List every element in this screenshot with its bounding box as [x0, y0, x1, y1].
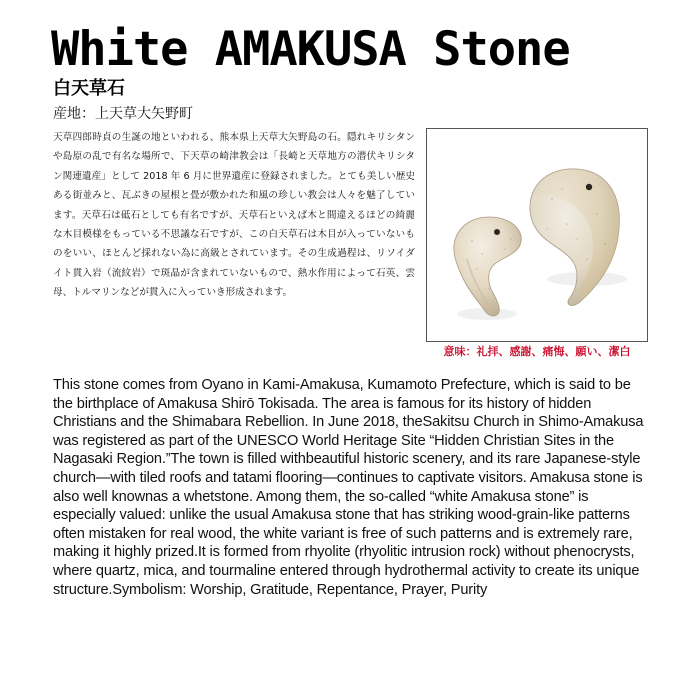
english-description: This stone comes from Oyano in Kami-Amakusa, Kumamoto Prefecture, which is said to be the birthplace of Amakusa Shirō Tokisada. The area is famous for its history of hidden Christians and the Shimabara Rebellion. In June 2018, theSakitsu Church in Shimo-Amakusa was registered as part of the UNESCO World Heritage Site “Hidden Christian Sites in the Nagasaki Region.”The town is filled withbeautiful historic scenery, and its rare Japanese-style church—with tiled roofs and tatami flooring—continues to captivate visitors. Amakusa stone is also well knownas a whetstone. Among them, the so-called “white Amakusa stone” is especially valued: unlike the usual Amakusa stone that has striking wood-grain-like patterns often mistaken for real wood, the white variant is free of such patterns and is extremely rare, making it highly prized.It is formed from rhyolite (rhyolitic intrusion rock) without phenocrysts, where quartz, mica, and tourmaline entered through hydrothermal activity to create its unique structure.Symbolism: Worship, Gratitude, Repentance, Prayer, Purity	[53, 377, 644, 598]
magatama-stones-icon	[427, 129, 647, 341]
product-photo	[426, 128, 648, 342]
page-title: White AMAKUSA Stone	[51, 22, 570, 77]
symbolism-meaning: 意味：礼拝、感謝、痛悔、願い、潔白	[443, 345, 631, 358]
japanese-description: 天草四郎時貞の生誕の地といわれる、熊本県上天草大矢野島の石。隠れキリシタンや島原の乱で有名な場所で、下天草の崎津教会は「長崎と天草地方の潜伏キリシタン関連遺産」として 2018 年 6 月に世界遺産に登録されました。とても美しい歴史ある街並みと、瓦ぶきの屋根と畳が敷かれた和風の珍しい教会は人々を魅了しています。天草石は砥石としても有名ですが、天草石といえば木と間違えるほどの綺麗な木目模様をもっている不思議な石ですが、この白天草石は木目が入っていないものをいい、ほとんど採れない為に高級とされています。その生成過程は、リソイダイト貫入岩（流紋岩）で斑晶が含まれていないもので、熱水作用によって石英、雲母、トルマリンなどが貫入に入っていき形成されます。	[53, 132, 415, 299]
origin-label: 産地：上天草大矢野町	[53, 106, 193, 122]
japanese-stone-name: 白天草石	[53, 78, 125, 99]
